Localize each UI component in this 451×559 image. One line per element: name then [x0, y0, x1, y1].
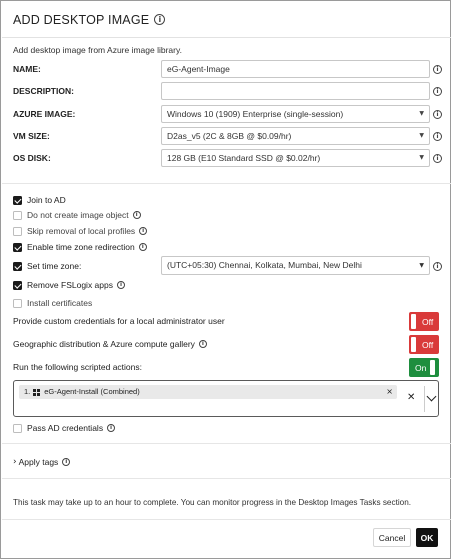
title-info-icon[interactable]: i [154, 14, 165, 25]
join-ad-checkbox[interactable] [13, 194, 66, 206]
azure-image-label: AZURE IMAGE: [13, 109, 76, 119]
description-info-icon[interactable]: i [433, 87, 442, 96]
chevron-down-icon: ▼ [419, 132, 424, 139]
vm-size-info-icon[interactable]: i [433, 132, 442, 141]
windows-icon [33, 389, 40, 396]
scripted-row [13, 362, 142, 372]
chevron-right-icon: › [13, 457, 17, 467]
toggle-knob [411, 337, 416, 352]
custom-creds-toggle[interactable] [409, 312, 439, 331]
scripted-action-chip [19, 385, 397, 399]
os-disk-label: OS DISK: [13, 153, 51, 163]
remove-chip-icon[interactable]: × [386, 387, 393, 396]
geo-dist-row [13, 339, 207, 349]
checkbox-empty-icon [13, 227, 22, 236]
vm-size-value: D2as_v5 (2C & 8GB @ $0.09/hr) [167, 131, 292, 141]
description-input[interactable] [161, 82, 430, 100]
geo-dist-toggle[interactable] [409, 335, 439, 354]
divider [2, 443, 451, 444]
chevron-down-icon: ▼ [419, 110, 424, 117]
azure-image-value: Windows 10 (1909) Enterprise (single-session) [167, 109, 344, 119]
install-certs-checkbox[interactable] [13, 297, 92, 309]
checkbox-checked-icon [13, 281, 22, 290]
custom-creds-row [13, 316, 225, 326]
ok-button[interactable]: OK [416, 528, 438, 547]
geo-dist-toggle-state: Off [422, 339, 434, 350]
checkbox-checked-icon [13, 243, 22, 252]
pass-ad-info-icon[interactable]: i [107, 424, 115, 432]
chevron-down-icon: ▼ [419, 262, 424, 269]
custom-creds-toggle-state: Off [422, 316, 434, 327]
remove-fslogix-label: Remove FSLogix apps [27, 280, 113, 290]
geo-dist-info-icon[interactable]: i [199, 340, 207, 348]
apply-tags-label: Apply tags [18, 457, 59, 467]
checkbox-checked-icon [13, 262, 22, 271]
toggle-knob [411, 314, 416, 329]
name-info-icon[interactable]: i [433, 65, 442, 74]
scripted-label: Run the following scripted actions: [13, 362, 142, 372]
checkbox-empty-icon [13, 211, 22, 220]
dialog-header [2, 2, 451, 38]
azure-image-info-icon[interactable]: i [433, 110, 442, 119]
dialog-subtitle: Add desktop image from Azure image library. [13, 45, 182, 55]
apply-tags-toggle[interactable] [13, 457, 70, 467]
divider [2, 478, 451, 479]
scripted-toggle[interactable] [409, 358, 439, 377]
os-disk-value: 128 GB (E10 Standard SSD @ $0.02/hr) [167, 153, 321, 163]
chevron-down-icon[interactable] [427, 392, 437, 402]
tz-redirection-info-icon[interactable]: i [139, 243, 147, 251]
azure-image-row [1, 105, 451, 123]
description-label: DESCRIPTION: [13, 86, 74, 96]
time-zone-select[interactable] [161, 256, 430, 275]
toggle-knob [430, 360, 435, 375]
no-image-object-checkbox[interactable] [13, 209, 141, 221]
name-row [1, 60, 451, 78]
remove-fslogix-checkbox[interactable] [13, 279, 125, 291]
azure-image-select[interactable] [161, 105, 430, 123]
set-tz-label: Set time zone: [27, 261, 82, 271]
skip-removal-info-icon[interactable]: i [139, 227, 147, 235]
tz-redirection-checkbox[interactable] [13, 241, 147, 253]
os-disk-row [1, 149, 451, 167]
divider [424, 386, 425, 412]
vm-size-label: VM SIZE: [13, 131, 50, 141]
time-zone-info-icon[interactable]: i [433, 262, 442, 271]
os-disk-select[interactable] [161, 149, 430, 167]
scripted-actions-select[interactable] [13, 380, 439, 417]
os-disk-info-icon[interactable]: i [433, 154, 442, 163]
cancel-button[interactable]: Cancel [373, 528, 411, 547]
apply-tags-info-icon[interactable]: i [62, 458, 70, 466]
no-image-object-label: Do not create image object [27, 210, 129, 220]
tz-redirection-label: Enable time zone redirection [27, 242, 135, 252]
time-zone-value: (UTC+05:30) Chennai, Kolkata, Mumbai, New Delhi [167, 260, 362, 270]
chevron-down-icon: ▼ [419, 154, 424, 161]
clear-selection-icon[interactable]: ✕ [407, 392, 416, 403]
join-ad-label: Join to AD [27, 195, 66, 205]
chip-index: 1. [24, 387, 31, 396]
name-input[interactable]: eG-Agent-Image [161, 60, 430, 78]
scripted-toggle-state: On [415, 362, 427, 373]
divider [2, 183, 451, 184]
dialog-title: ADD DESKTOP IMAGE [13, 12, 150, 27]
remove-fslogix-info-icon[interactable]: i [117, 281, 125, 289]
divider [2, 519, 451, 520]
set-tz-checkbox[interactable] [13, 260, 81, 272]
chip-label: eG-Agent-Install (Combined) [44, 387, 140, 396]
vm-size-select[interactable] [161, 127, 430, 145]
pass-ad-label: Pass AD credentials [27, 423, 104, 433]
custom-creds-label: Provide custom credentials for a local administrator user [13, 316, 225, 326]
checkbox-empty-icon [13, 424, 22, 433]
skip-removal-label: Skip removal of local profiles [27, 226, 136, 236]
footer-note: This task may take up to an hour to complete. You can monitor progress in the Desktop Images Tasks section. [13, 498, 412, 507]
no-image-object-info-icon[interactable]: i [133, 211, 141, 219]
pass-ad-checkbox[interactable] [13, 422, 115, 434]
checkbox-checked-icon [13, 196, 22, 205]
vm-size-row [1, 127, 451, 145]
install-certs-label: Install certificates [27, 298, 93, 308]
description-row [1, 82, 451, 100]
checkbox-empty-icon [13, 299, 22, 308]
geo-dist-label: Geographic distribution & Azure compute gallery [13, 339, 195, 349]
name-label: NAME: [13, 64, 41, 74]
skip-removal-checkbox[interactable] [13, 225, 147, 237]
